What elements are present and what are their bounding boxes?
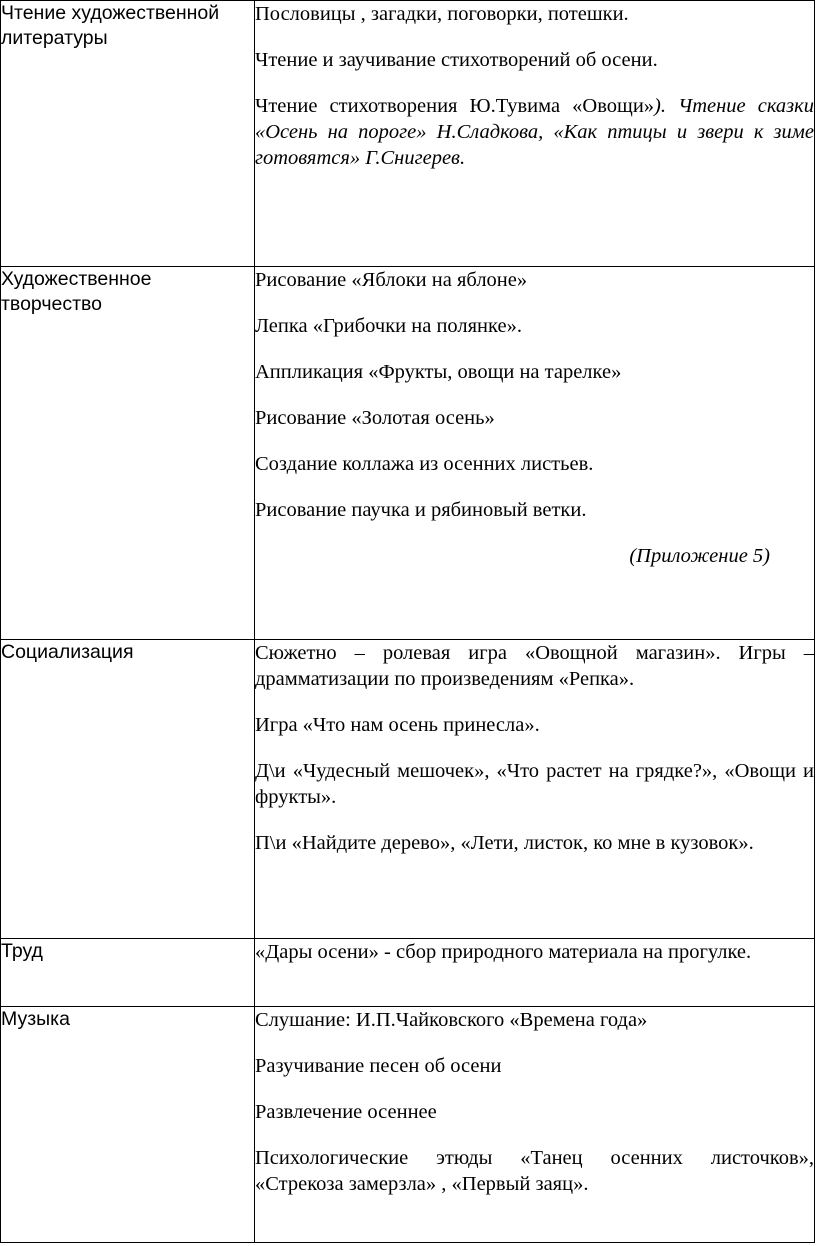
list-item: Разучивание песен об осени: [255, 1055, 502, 1077]
list-item: Чтение и заучивание стихотворений об осени.: [255, 49, 658, 71]
list-item: Игра «Что нам осень принесла».: [255, 714, 540, 736]
list-item: Сюжетно – ролевая игра «Овощной магазин». Игры – драмматизации по произведениям «Репка».: [255, 642, 814, 690]
list-item: Рисование «Золотая осень»: [255, 407, 495, 429]
content-cell: [255, 640, 815, 939]
area-cell: Труд: [1, 939, 255, 1007]
table-row: [1, 267, 815, 640]
list-item: Развлечение осеннее: [255, 1101, 437, 1123]
appendix-note: (Приложение 5): [629, 545, 770, 567]
list-item: Рисование «Яблоки на яблоне»: [255, 269, 528, 291]
list-item: П\и «Найдите дерево», «Лети, листок, ко мне в кузовок».: [255, 832, 754, 854]
table-row: [1, 1, 815, 267]
area-cell: Музыка: [1, 1007, 255, 1243]
content-cell: [255, 1, 815, 267]
table-row: [1, 640, 815, 939]
list-item: «Дары осени» - сбор природного материала на прогулке.: [255, 941, 752, 963]
content-cell: [255, 939, 815, 1007]
list-item: Рисование паучка и рябиновый ветки.: [255, 499, 587, 521]
area-cell: Социализация: [1, 640, 255, 939]
list-item: Пословицы , загадки, поговорки, потешки.: [255, 3, 629, 25]
table-row: [1, 1007, 815, 1243]
table-row: [1, 939, 815, 1007]
content-cell: [255, 1007, 815, 1243]
list-item: Аппликация «Фрукты, овощи на тарелке»: [255, 361, 622, 383]
item-text: Чтение стихотворения Ю.Тувима «Овощи»: [255, 95, 655, 117]
list-item: Лепка «Грибочки на полянке».: [255, 315, 522, 337]
item-text-italic: ). Чтение сказки «Осень на пороге» Н.Сладкова, «Как птицы и звери к зиме готовятся» Г.Снигерев.: [255, 95, 815, 169]
area-cell: Чтение художественной литературы: [1, 1, 255, 267]
list-item: [255, 93, 814, 171]
list-item: Создание коллажа из осенних листьев.: [255, 453, 594, 475]
list-item: Психологические этюды «Танец осенних листочков», «Стрекоза замерзла» , «Первый заяц».: [255, 1147, 814, 1195]
list-item: Д\и «Чудесный мешочек», «Что растет на грядке?», «Овощи и фрукты».: [255, 760, 814, 808]
area-cell: Художественное творчество: [1, 267, 255, 640]
list-item: Слушание: И.П.Чайковского «Времена года»: [255, 1009, 648, 1031]
content-cell: [255, 267, 815, 640]
